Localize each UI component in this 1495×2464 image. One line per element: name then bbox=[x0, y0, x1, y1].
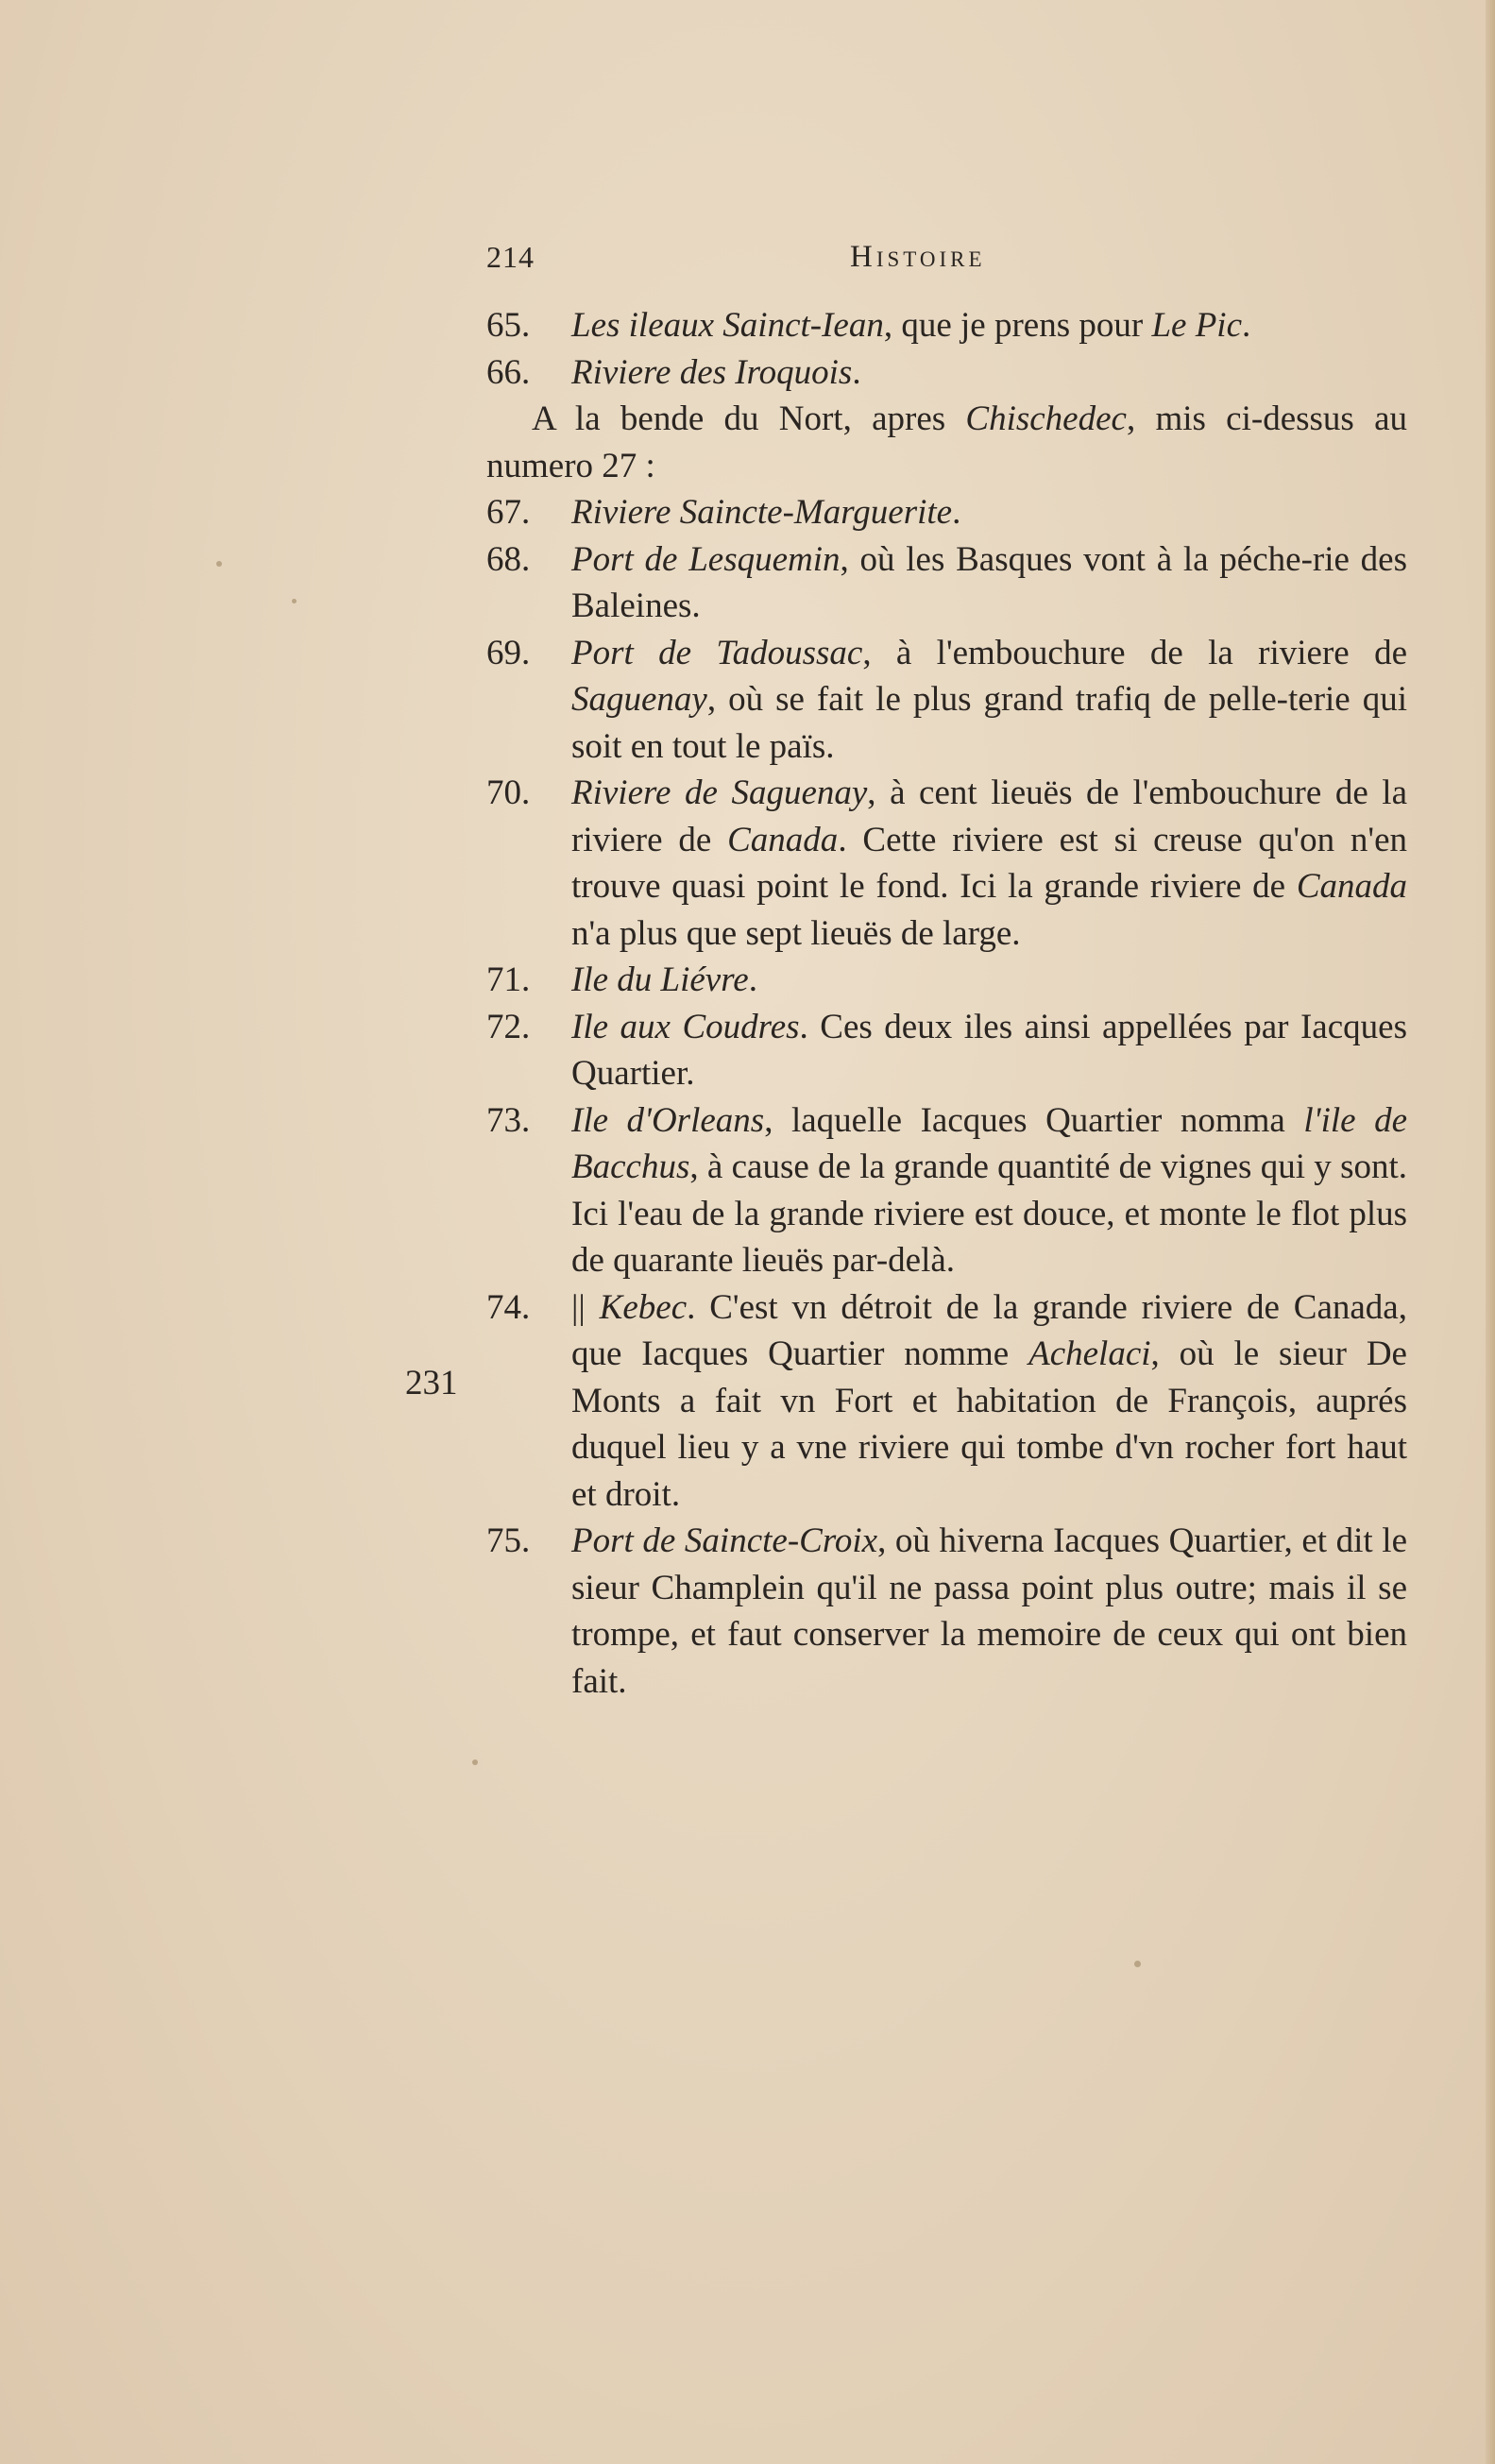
place-name: Port de Tadoussac bbox=[571, 633, 863, 672]
paper-speck bbox=[292, 599, 297, 603]
text-run: n'a plus que sept lieuës de large. bbox=[571, 913, 1021, 953]
place-name: l'ile de Bacchus bbox=[571, 1100, 1407, 1186]
entry-number: 66. bbox=[486, 352, 531, 392]
place-name: Canada bbox=[1296, 867, 1407, 906]
entry-number: 69. bbox=[486, 633, 531, 672]
text-run: . bbox=[952, 493, 961, 532]
text-run: . bbox=[1242, 306, 1251, 345]
opening-entries bbox=[486, 302, 1407, 396]
text-run: , à cause de la grande quantité de vignes qui y sont. Ici l'eau de la grande riviere est douce, et monte le flot plus de quarante lieuës par-delà. bbox=[571, 1147, 1407, 1280]
place-name: Saguenay bbox=[571, 680, 707, 719]
entry-number: 70. bbox=[486, 773, 531, 812]
running-header bbox=[486, 240, 1034, 283]
text-run: . C'est vn détroit de la grande riviere de Canada, que Iacques Quartier nomme bbox=[571, 1287, 1407, 1373]
place-name: Chischedec bbox=[965, 399, 1127, 438]
text-run: . bbox=[748, 960, 757, 999]
place-name: Ile du Liévre bbox=[571, 960, 749, 999]
text-run: , à l'embouchure de la riviere de bbox=[862, 633, 1407, 672]
page-number: 214 bbox=[486, 240, 535, 274]
text-run: A la bende du Nort, apres bbox=[532, 399, 966, 438]
entry-number: 73. bbox=[486, 1100, 531, 1140]
place-name: Riviere des Iroquois bbox=[571, 352, 853, 392]
paragraph bbox=[486, 396, 1407, 489]
entry-number: 68. bbox=[486, 539, 531, 579]
running-title: Histoire bbox=[850, 240, 986, 274]
gazetteer-entry bbox=[486, 957, 1407, 1004]
entry-number: 74. bbox=[486, 1287, 531, 1327]
place-name: Le Pic bbox=[1151, 306, 1243, 345]
gazetteer-entry bbox=[486, 536, 1407, 630]
text-run: || bbox=[571, 1287, 600, 1327]
place-name: Achelaci bbox=[1028, 1334, 1151, 1373]
text-run: . bbox=[852, 352, 861, 392]
entry-number: 72. bbox=[486, 1007, 531, 1046]
paper-speck bbox=[216, 561, 222, 567]
text-run: , où les Basques vont à la péche-rie des Baleines. bbox=[571, 539, 1407, 625]
text-run: . Cette riviere est si creuse qu'on n'en trouve quasi point le fond. Ici la grande riviere de bbox=[571, 820, 1407, 906]
paper-speck bbox=[472, 1759, 478, 1765]
entry-list bbox=[486, 489, 1407, 1705]
body-text bbox=[486, 302, 1407, 1705]
entry-number: 71. bbox=[486, 960, 531, 999]
margin-page-reference: 231 bbox=[405, 1364, 458, 1402]
text-run: . Ces deux iles ainsi appellées par Iacques Quartier. bbox=[571, 1007, 1407, 1093]
page-edge bbox=[1486, 0, 1495, 2464]
place-name: Les ileaux Sainct-Iean bbox=[571, 306, 884, 345]
entry-number: 67. bbox=[486, 493, 531, 532]
gazetteer-entry bbox=[486, 630, 1407, 771]
gazetteer-entry bbox=[486, 302, 1407, 349]
gazetteer-entry bbox=[486, 1284, 1407, 1519]
gazetteer-entry bbox=[486, 770, 1407, 957]
place-name: Port de Lesquemin bbox=[571, 539, 841, 579]
entry-number: 75. bbox=[486, 1521, 531, 1560]
place-name: Kebec bbox=[599, 1287, 688, 1327]
entry-number: 65. bbox=[486, 306, 531, 345]
text-run: , que je prens pour bbox=[883, 306, 1152, 345]
place-name: Port de Saincte-Croix bbox=[571, 1521, 878, 1560]
place-name: Riviere Saincte-Marguerite bbox=[571, 493, 953, 532]
place-name: Ile aux Coudres bbox=[571, 1007, 800, 1046]
place-name: Ile d'Orleans bbox=[571, 1100, 765, 1140]
gazetteer-entry bbox=[486, 489, 1407, 536]
text-run: , où hiverna Iacques Quartier, et dit le sieur Champlein qu'il ne passa point plus outre; mais il se trompe, et faut conserver la memoire de ceux qui ont bien fait. bbox=[571, 1521, 1407, 1701]
text-run: , où se fait le plus grand trafiq de pelle-terie qui soit en tout le païs. bbox=[571, 680, 1407, 766]
text-run: , laquelle Iacques Quartier nomma bbox=[764, 1100, 1304, 1140]
place-name: Riviere de Saguenay bbox=[571, 773, 868, 812]
paper-speck bbox=[1134, 1961, 1141, 1967]
text-run: , à cent lieuës de l'embouchure de la riviere de bbox=[571, 773, 1407, 859]
place-name: Canada bbox=[727, 820, 839, 859]
gazetteer-entry bbox=[486, 349, 1407, 397]
gazetteer-entry bbox=[486, 1518, 1407, 1705]
gazetteer-entry bbox=[486, 1097, 1407, 1284]
gazetteer-entry bbox=[486, 1004, 1407, 1097]
text-run: , où le sieur De Monts a fait vn Fort et habitation de François, auprés duquel lieu y a vne riviere qui tombe d'vn rocher fort haut et droit. bbox=[571, 1334, 1407, 1514]
text-run: , mis ci-dessus au numero 27 : bbox=[486, 399, 1407, 485]
